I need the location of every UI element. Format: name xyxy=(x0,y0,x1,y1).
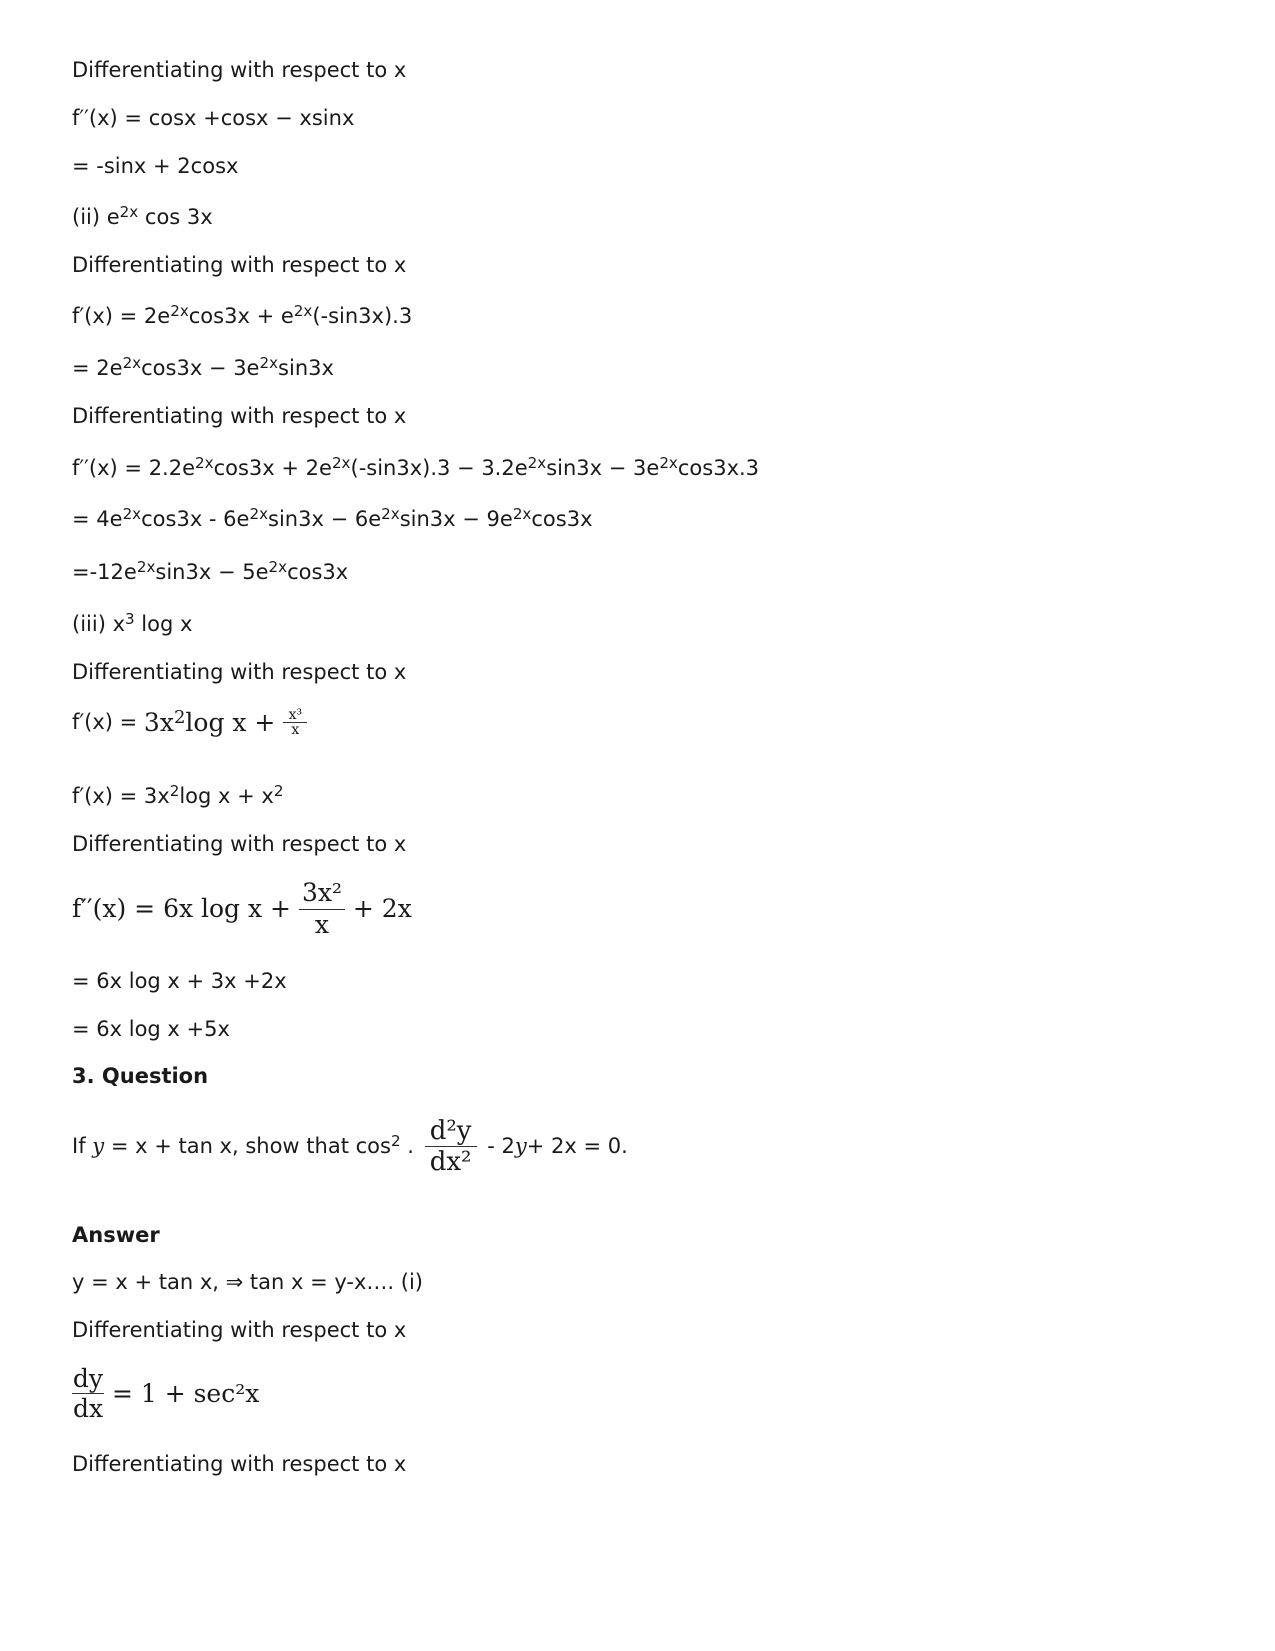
text-line: Differentiating with respect to x xyxy=(72,832,407,856)
text-line: Differentiating with respect to x xyxy=(72,1452,407,1476)
text-line: Differentiating with respect to x xyxy=(72,58,407,82)
text-line: Differentiating with respect to x xyxy=(72,404,407,428)
equation-line: = $2e^{2x}\cos 3x - 3e^{2x}\sin 3x$ xyxy=(72,354,334,380)
equation-line: $f'(x) = 3x^2\log$ $x + x^2$ xyxy=(72,782,284,808)
question-text: If y = x + tan x, show that $\cos^2$ . $\frac{\text{d²y}}{\text{dx²}}$ - 2y+ 2x = 0. xyxy=(72,1116,628,1177)
fraction: $\frac{\text{d²y}}{\text{dx²}}$ xyxy=(425,1118,477,1175)
text-line: Differentiating with respect to x xyxy=(72,660,407,684)
equation-line: = $4e^{2x}\cos 3x - 6e^{2x}\sin 3x - 6e^{2x}\sin 3x - 9e^{2x}\cos 3x$ xyxy=(72,505,593,531)
equation-line: $f'(x) = 2e^{2x}\cos 3x + e^{2x}(-\sin 3x).3$ xyxy=(72,302,413,328)
equation-line: = -sinx + 2cosx xyxy=(72,154,239,178)
text-line: Differentiating with respect to x xyxy=(72,1318,407,1342)
equation-line: $\frac{dy}{dx}$ = 1 + sec²x xyxy=(72,1364,260,1423)
part-iii-heading: (iii) $x^3$ log x xyxy=(72,610,193,636)
equation-line: $f''(x) = 2.2e^{2x}\cos 3x + 2e^{2x}(-\sin 3x).3 - 3.2e^{2x}\sin 3x - 3e^{2x}\cos 3x.3$ xyxy=(72,454,760,480)
fraction: $\frac{dy}{dx}$ xyxy=(72,1364,104,1423)
text-line: Differentiating with respect to x xyxy=(72,253,407,277)
equation-line: = 6x log x +5x xyxy=(72,1017,230,1041)
equation-line: = 6x log x + 3x +2x xyxy=(72,969,287,993)
fraction: $\frac{\text{x³}}{x}$ xyxy=(283,708,307,737)
fraction: $\frac{\text{3x²}}{x}$ xyxy=(299,880,345,937)
question-heading: 3. Question xyxy=(72,1064,209,1088)
equation-line: $=-12e^{2x}\sin 3x - 5e^{2x}\cos 3x$ xyxy=(72,558,349,584)
equation-line: f′′(x) = 6x log x + $\frac{\text{3x²}}{x}$ + 2x xyxy=(72,878,412,939)
equation-line: $f'(x) = 3x^2\log$ x + $\frac{\text{x³}}{x}$ xyxy=(72,708,307,737)
part-ii-heading: (ii) $e^{2x}$ cos 3x xyxy=(72,203,213,229)
answer-heading: Answer xyxy=(72,1223,160,1247)
equation-line: f′′(x) = cosx +cosx − xsinx xyxy=(72,106,355,130)
equation-line: y = x + tan x, ⇒ tan x = y-x…. (i) xyxy=(72,1270,423,1294)
